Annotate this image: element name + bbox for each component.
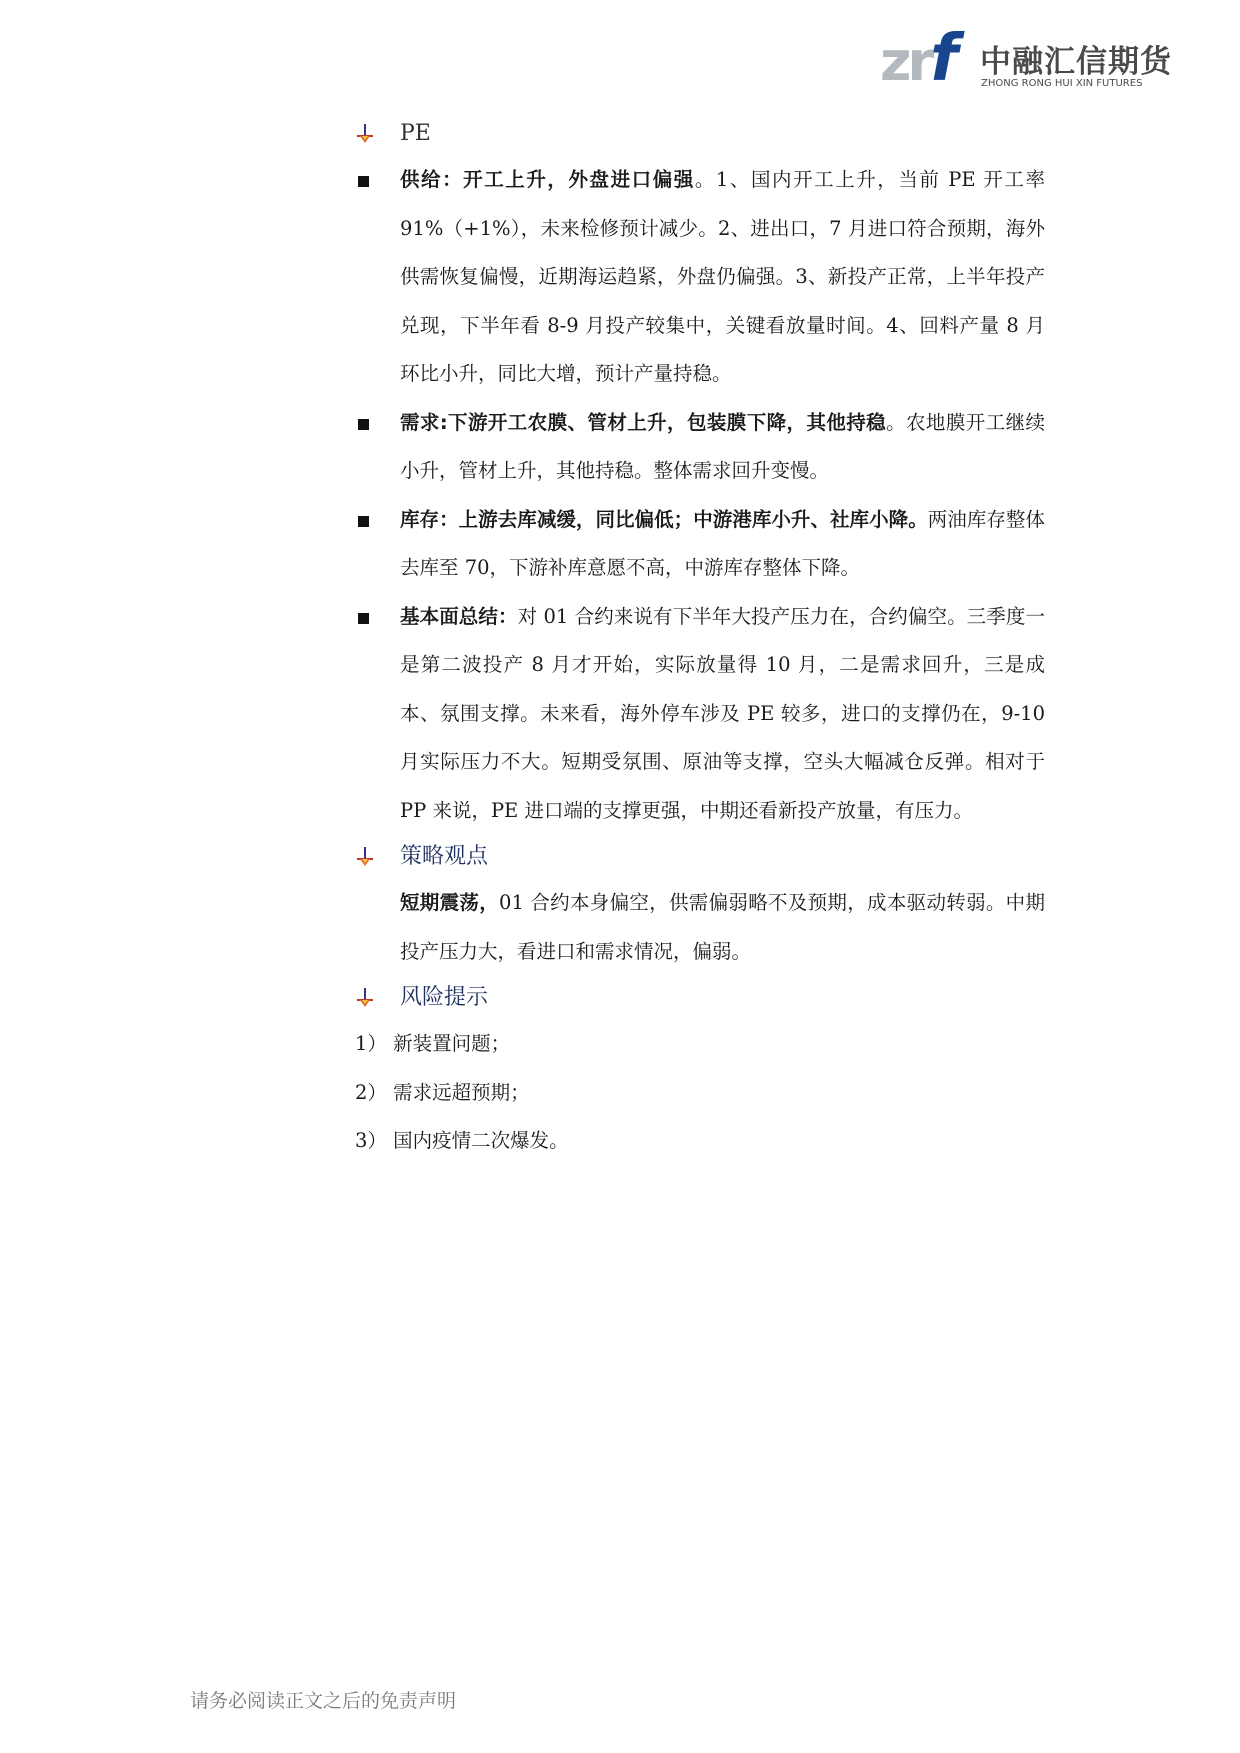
inventory-paragraph: 库存：上游去库减缓，同比偏低；中游港库小升、社库小降。两油库存整体去库至 70，下游补库意愿不高，中游库存整体下降。 — [355, 496, 1045, 593]
risk-heading: 风险提示 — [355, 976, 1045, 1020]
logo-english-name: ZHONG RONG HUI XIN FUTURES — [981, 78, 1143, 89]
supply-paragraph: 供给：开工上升，外盘进口偏强。1、国内开工上升，当前 PE 开工率 91%（+1%），未来检修预计减少。2、进出口，7 月进口符合预期，海外供需恢复偏慢，近期海运趋紧，外盘仍偏强。3、新投产正常，上半年投产兑现，下半年看 8-9 月投产较集中，关键看放量时间。4、回料产量 8 月环比小升，同比大增，预计产量持稳。 — [355, 156, 1045, 399]
strategy-heading: 策略观点 — [355, 835, 1045, 879]
company-logo — [880, 22, 1172, 96]
znf-logo-mark: zrf — [880, 22, 954, 96]
demand-paragraph: 需求:下游开工农膜、管材上升，包装膜下降，其他持稳。农地膜开工继续小升，管材上升，其他持稳。整体需求回升变慢。 — [355, 399, 1045, 496]
risk-item: 1） 新装置问题； — [355, 1032, 511, 1055]
logo-chinese-name: 中融汇信期货 — [980, 44, 1172, 80]
arrow-bullet-icon — [355, 123, 375, 145]
report-body — [355, 112, 1045, 1166]
fundamentals-paragraph: 基本面总结：对 01 合约来说有下半年大投产压力在，合约偏空。三季度一是第二波投产 8 月才开始，实际放量得 10 月，二是需求回升，三是成本、氛围支撑。未来看，海外停车涉及 PE 较多，进口的支撑仍在，9-10 月实际压力不大。短期受氛围、原油等支撑，空头大幅减仓反弹。相对于 PP 来说，PE 进口端的支撑更强，中期还看新投产放量，有压力。 — [355, 593, 1045, 836]
arrow-bullet-icon — [355, 987, 375, 1009]
square-bullet-icon — [358, 516, 369, 527]
square-bullet-icon — [358, 613, 369, 624]
risk-item: 3） 国内疫情二次爆发。 — [355, 1129, 569, 1152]
disclaimer-footer: 请务必阅读正文之后的免责声明 — [190, 1690, 457, 1712]
pe-heading: PE — [355, 112, 1045, 156]
risk-item: 2） 需求远超预期； — [355, 1080, 530, 1104]
arrow-bullet-icon — [355, 846, 375, 868]
square-bullet-icon — [358, 176, 369, 187]
square-bullet-icon — [358, 419, 369, 430]
strategy-paragraph: 短期震荡，01 合约本身偏空，供需偏弱略不及预期，成本驱动转弱。中期投产压力大，看进口和需求情况，偏弱。 — [400, 891, 1045, 963]
